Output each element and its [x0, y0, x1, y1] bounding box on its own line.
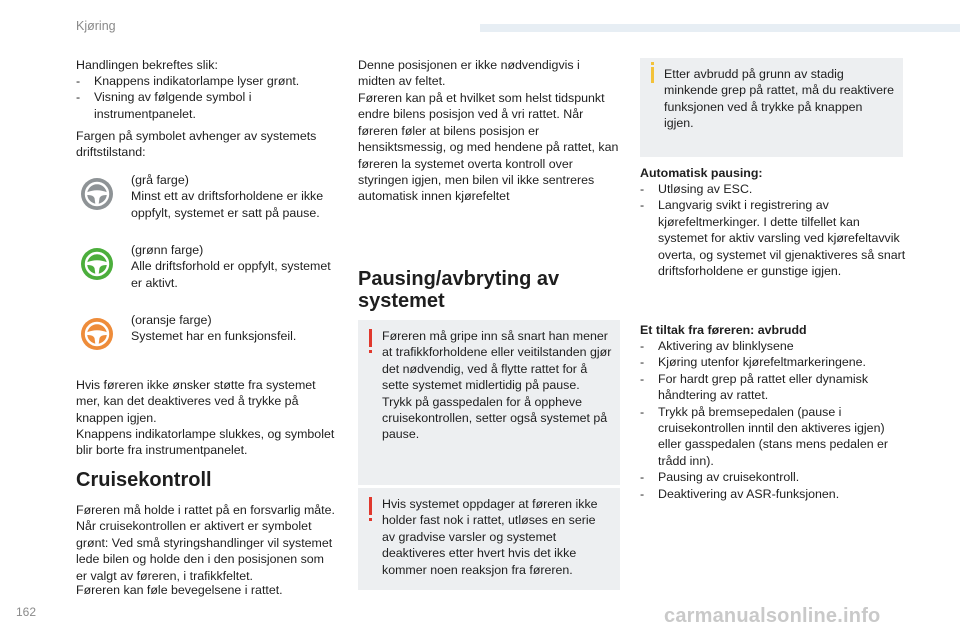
confirm-list	[76, 73, 338, 122]
warning-text: Føreren må gripe inn så snart han mener at trafikkforholdene eller veitilstanden gjør det nødvendig, ved å flytte rattet for å sette systemet midlertidig på pause. Trykk på gasspedalen for å oppheve cruisekontrollen, setter også systemet på pause.	[382, 329, 612, 442]
list-item: - Knappens indikatorlampe lyser grønt.	[76, 73, 338, 89]
symbol-row-grey	[76, 172, 338, 222]
warning-icon	[369, 329, 372, 347]
deactivate-text: Hvis føreren ikke ønsker støtte fra systemet mer, kan det deaktiveres ved å trykke på knappen igjen.	[76, 378, 316, 425]
info-icon	[651, 67, 654, 83]
steering-wheel-orange-icon	[80, 317, 114, 351]
symbol-description: Alle driftsforhold er oppfylt, systemet er aktivt.	[131, 259, 331, 290]
auto-pause-list	[640, 181, 906, 279]
steering-wheel-grey-icon	[80, 177, 114, 211]
symbol-description: Systemet har en funksjonsfeil.	[131, 329, 297, 344]
list-item: - Trykk på bremsepedalen (pause i cruisekontrollen inntil den aktiveres igjen) eller gasspedalen (stans mens pedalen er trådd inn).	[640, 404, 906, 470]
pause-heading: Pausing/avbryting av systemet	[358, 268, 560, 312]
header-bar	[480, 24, 960, 32]
list-item: - Deaktivering av ASR-funksjonen.	[640, 486, 906, 502]
symbol-description: Minst ett av driftsforholdene er ikke oppfylt, systemet er satt på pause.	[131, 189, 324, 220]
cruise-paragraph: Føreren må holde i rattet på en forsvarlig måte. Når cruisekontrollen er aktivert er symbolet grønt: Ved små styringshandlinger vil systemet lede bilen og holde den i den posisjonen som er valgt av føreren, i trafikkfeltet.	[76, 503, 335, 583]
cruise-feel-text: Føreren kan føle bevegelsene i rattet.	[76, 583, 283, 597]
confirm-intro: Handlingen bekreftes slik:	[76, 58, 218, 72]
list-item: - Pausing av cruisekontroll.	[640, 469, 906, 485]
auto-pause-heading: Automatisk pausing:	[640, 166, 763, 180]
list-item: - For hardt grep på rattet eller dynamisk håndtering av rattet.	[640, 371, 906, 404]
warning-box-intervene	[358, 320, 620, 485]
symbol-text-grey	[131, 172, 341, 221]
warning-box-grip	[358, 488, 620, 590]
list-item: - Aktivering av blinklysene	[640, 338, 906, 354]
running-header: Kjøring	[76, 19, 116, 33]
symbol-text-orange	[131, 312, 341, 345]
info-text: Etter avbrudd på grunn av stadig minkende grep på rattet, må du reaktivere funksjonen ved å trykke på knappen igjen.	[664, 67, 895, 131]
cruise-heading: Cruisekontroll	[76, 469, 212, 491]
list-item: - Utløsing av ESC.	[640, 181, 906, 197]
driver-action-heading: Et tiltak fra føreren: avbrudd	[640, 323, 807, 337]
list-item: - Langvarig svikt i registrering av kjørefeltmerkinger. I dette tilfellet kan systemet for aktiv varsling ved kjørefeltavvik overta, og systemet vil gjenaktiveres så snart driftsforholdene er gunstige igjen.	[640, 197, 906, 279]
watermark: carmanualsonline.info	[664, 605, 881, 627]
symbol-text-green	[131, 242, 341, 291]
page-number: 162	[16, 605, 37, 619]
steering-wheel-green-icon	[80, 247, 114, 281]
info-box-reactivate	[640, 58, 903, 157]
driver-action-list	[640, 338, 906, 502]
position-text: Denne posisjonen er ikke nødvendigvis i midten av feltet.	[358, 58, 580, 89]
color-intro: Fargen på symbolet avhenger av systemets driftstilstand:	[76, 129, 317, 160]
list-item: - Kjøring utenfor kjørefeltmarkeringene.	[640, 354, 906, 370]
lamp-off-text: Knappens indikatorlampe slukkes, og symbolet blir borte fra instrumentpanelet.	[76, 427, 335, 458]
symbol-color-name: (grønn farge)	[131, 243, 204, 257]
symbol-color-name: (oransje farge)	[131, 313, 212, 327]
warning-icon	[369, 497, 372, 515]
warning-text: Hvis systemet oppdager at føreren ikke holder fast nok i rattet, utløses en serie av gradvise varsler og systemet deaktiveres etter hvert hvis det ikke kommer noen reaksjon fra føreren.	[382, 497, 598, 577]
driver-steer-text: Føreren kan på et hvilket som helst tidspunkt endre bilens posisjon ved å vri rattet. Når føreren føler at bilens posisjon er hensiktsmessig, og med hendene på rattet, kan føreren la systemet overta kontroll over styringen igjen, men bilen vil ikke sentreres automatisk innen kjørefeltet	[358, 91, 619, 204]
symbol-row-orange	[76, 312, 338, 362]
list-item: - Visning av følgende symbol i instrumentpanelet.	[76, 89, 338, 122]
symbol-color-name: (grå farge)	[131, 173, 189, 187]
symbol-row-green	[76, 242, 338, 292]
